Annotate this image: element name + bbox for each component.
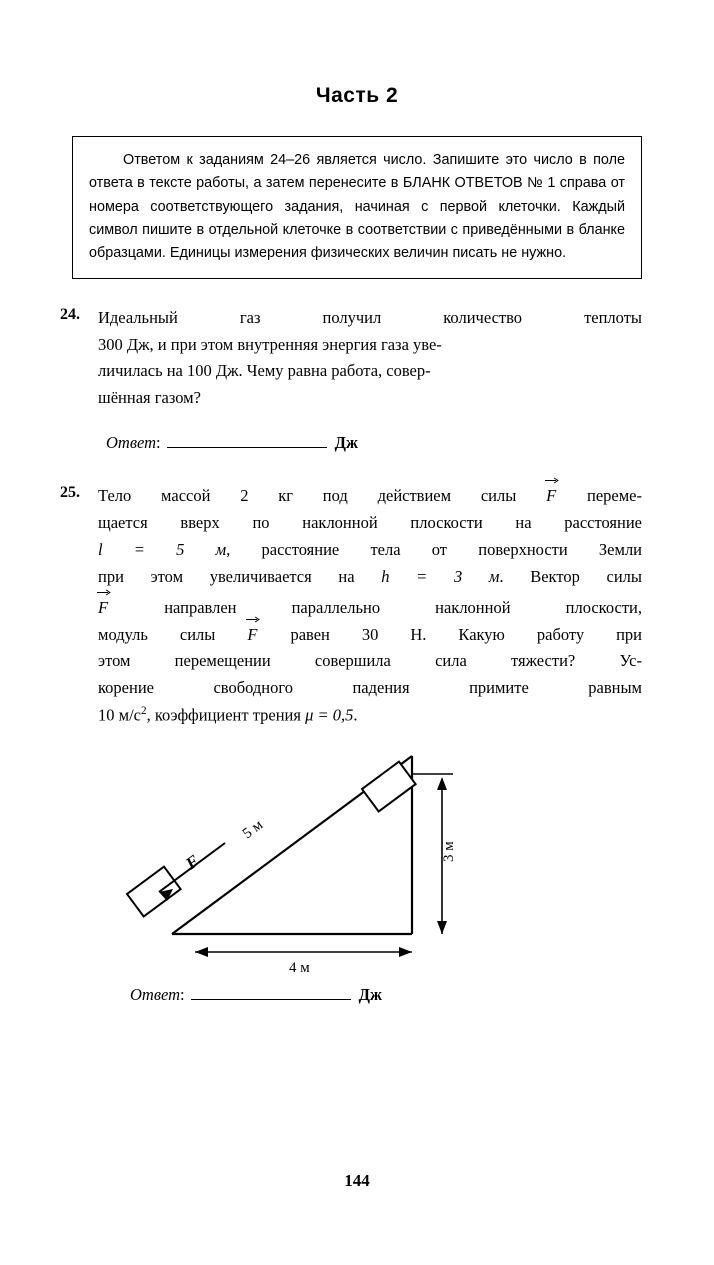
task-24-answer-unit: Дж <box>334 433 358 453</box>
task-24-line-2: 300 Дж, и при этом внутренняя энергия газа уве- <box>98 334 442 354</box>
task-24-answer-label: Ответ <box>106 433 157 453</box>
task-25-line-4-a: при этом увеличивается на <box>98 566 355 586</box>
task-25-line-5 <box>98 595 642 622</box>
task-24-body <box>98 305 642 457</box>
task-25-line-9-a: 10 м/с <box>98 705 141 725</box>
task-25-line-4-c: . Вектор силы <box>499 566 642 586</box>
height-h-value: h = 3 м <box>381 566 500 586</box>
distance-l-value: l = 5 м <box>98 539 227 559</box>
task-25-answer-line <box>130 985 714 1005</box>
task-25-line-2: щается вверх по наклонной плоскости на расстояние <box>98 512 642 532</box>
task-25-line-5-a: направлен параллельно наклонной плоскости, <box>164 597 643 617</box>
task-24-answer-input[interactable] <box>167 434 327 448</box>
force-vector-symbol-2: F <box>98 595 109 622</box>
friction-coefficient-value: μ = 0,5 <box>305 705 354 725</box>
hypotenuse-label: 5 м <box>239 816 267 842</box>
task-25-line-8: корение свободного падения примите равным <box>98 678 642 698</box>
task-25 <box>60 483 642 730</box>
task-25-body <box>98 483 642 730</box>
task-25-number: 25. <box>60 484 80 502</box>
force-label: F <box>182 850 203 873</box>
task-25-answer-unit: Дж <box>358 984 382 1004</box>
task-25-line-1-a: Тело массой 2 кг под действием силы <box>98 486 517 506</box>
task-25-line-1-b: переме- <box>587 486 643 506</box>
page-title: Часть 2 <box>315 84 399 107</box>
task-25-line-9-b: , коэффициент трения <box>146 705 301 725</box>
instruction-box <box>72 136 642 279</box>
task-25-line-6 <box>98 622 642 649</box>
task-25-line-6-a: модуль силы <box>98 624 216 644</box>
task-24-line-4: шённая газом? <box>98 388 201 408</box>
task-25-line-9-d: . <box>353 705 358 725</box>
task-24-answer-colon: : <box>156 433 161 453</box>
inclined-plane-figure <box>0 744 714 979</box>
inclined-plane-diagram <box>117 744 597 974</box>
acceleration-exponent: 2 <box>140 705 147 718</box>
task-24 <box>60 305 642 457</box>
document-page <box>0 84 714 1265</box>
horizontal-label: 4 м <box>289 959 310 974</box>
task-24-line-1: Идеальный газ получил количество теплоты <box>98 307 642 327</box>
task-25-line-3 <box>98 537 642 564</box>
task-25-line-1 <box>98 483 642 510</box>
task-24-answer-line <box>98 430 642 457</box>
force-vector-symbol-3: F <box>247 622 258 649</box>
vertical-label: 3 м <box>441 840 457 862</box>
task-25-line-3-b: , расстояние тела от поверхности Земли <box>226 539 643 559</box>
page-number: 144 <box>344 1171 370 1190</box>
force-vector-symbol-1: F <box>546 483 557 510</box>
task-25-answer-label: Ответ <box>130 984 181 1004</box>
task-24-number: 24. <box>60 305 80 323</box>
task-25-answer-colon: : <box>180 984 185 1004</box>
instruction-text: Ответом к заданиям 24–26 является число. Запишите это число в поле ответа в тексте работы, а затем перенесите в БЛАНК ОТВЕТОВ № 1 справа от номера соответствующего задания, начиная с первой клеточки. Каждый символ пишите в отдельной клеточке в соответствии с приведёнными в бланке образцами. Единицы измерения физических величин писать не нужно. <box>89 152 625 262</box>
task-25-answer-input[interactable] <box>191 986 351 1000</box>
task-25-line-6-b: равен 30 Н. Какую работу при <box>290 624 643 644</box>
task-25-line-7: этом перемещении совершила сила тяжести? Ус- <box>98 651 642 671</box>
task-24-line-3: личилась на 100 Дж. Чему равна работа, совер- <box>98 361 431 381</box>
task-25-line-9 <box>98 702 642 729</box>
task-25-line-4 <box>98 564 642 591</box>
